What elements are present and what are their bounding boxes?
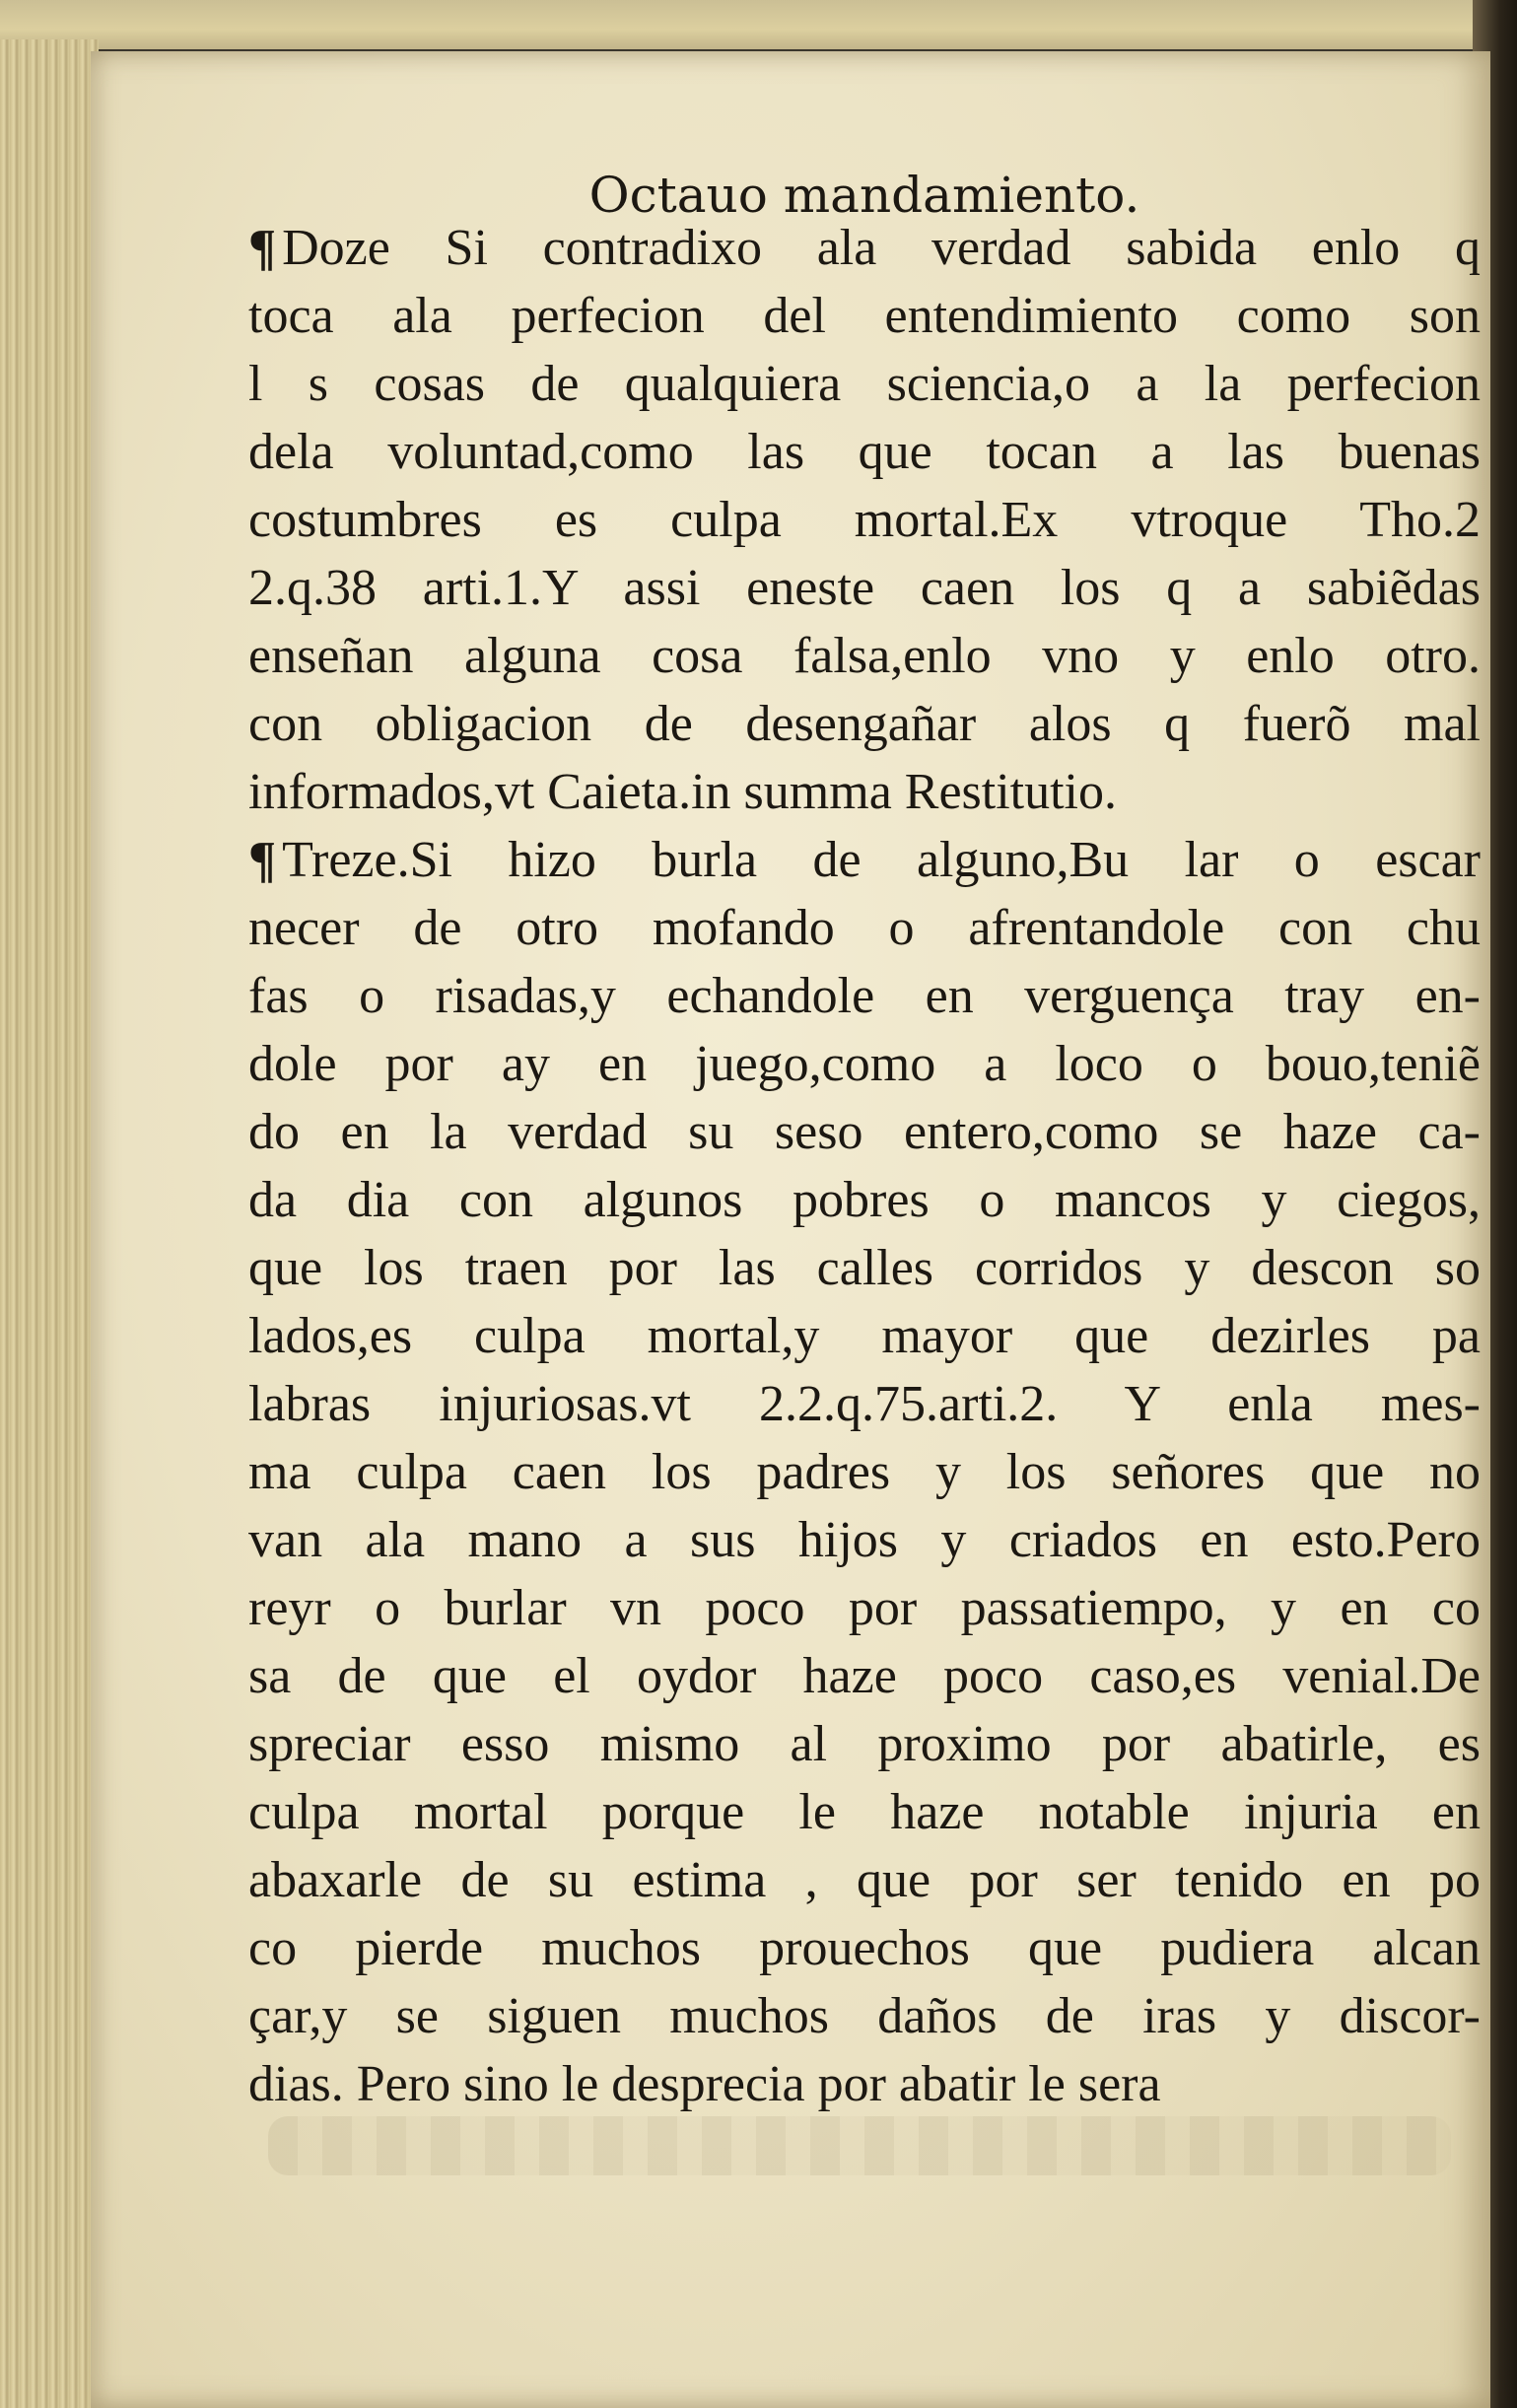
- line-text: 2.q.38 arti.1.Y assi eneste caen los q a sabiẽdas: [248, 560, 1481, 616]
- line-text: costumbres es culpa mortal.Ex vtroque Tho.2: [248, 492, 1481, 548]
- line-text: con obligacion de desengañar alos q fuerõ mal: [248, 696, 1481, 752]
- text-line: [248, 1574, 1481, 1642]
- text-line: [248, 214, 1481, 282]
- text-line: [248, 1302, 1481, 1370]
- text-line: [248, 1778, 1481, 1846]
- text-line: [248, 486, 1481, 554]
- line-text: que los traen por las calles corridos y descon so: [248, 1240, 1481, 1296]
- line-text: da dia con algunos pobres o mancos y ciegos,: [248, 1172, 1481, 1228]
- text-line: [248, 1506, 1481, 1574]
- text-line: [248, 1914, 1481, 1982]
- running-header: Octauo mandamiento.: [588, 167, 1140, 224]
- line-text: Doze Si contradixo ala verdad sabida enlo q: [282, 220, 1481, 276]
- text-line: [248, 1370, 1481, 1438]
- text-line: [248, 1166, 1481, 1234]
- line-text: lados,es culpa mortal,y mayor que dezirles pa: [248, 1308, 1481, 1364]
- text-line: [248, 1234, 1481, 1302]
- paragraph-mark: ¶: [248, 220, 277, 276]
- line-text: informados,vt Caieta.in summa Restitutio.: [248, 764, 1118, 820]
- line-text: sa de que el oydor haze poco caso,es venial.De: [248, 1648, 1481, 1704]
- line-text: do en la verdad su seso entero,como se haze ca-: [248, 1104, 1481, 1160]
- text-line: [248, 1982, 1481, 2050]
- book-top-edge: [0, 0, 1517, 49]
- show-through-text: [268, 2116, 1451, 2175]
- text-line: [248, 350, 1481, 418]
- text-line: [248, 894, 1481, 962]
- text-line: [248, 554, 1481, 622]
- text-line: [248, 826, 1481, 894]
- line-text: culpa mortal porque le haze notable injuria en: [248, 1784, 1481, 1840]
- line-text: abaxarle de su estima , que por ser tenido en po: [248, 1852, 1481, 1908]
- text-line: [248, 1710, 1481, 1778]
- text-line: [248, 1642, 1481, 1710]
- line-text: dole por ay en juego,como a loco o bouo,teniẽ: [248, 1036, 1481, 1092]
- line-text: van ala mano a sus hijos y criados en esto.Pero: [248, 1512, 1481, 1568]
- line-text: co pierde muchos prouechos que pudiera alcan: [248, 1920, 1481, 1976]
- text-line: [248, 1846, 1481, 1914]
- body-text: [248, 214, 1481, 2118]
- line-text: l s cosas de qualquiera sciencia,o a la perfecion: [248, 356, 1481, 412]
- text-line: [248, 282, 1481, 350]
- text-line: [248, 962, 1481, 1030]
- line-text: dias. Pero sino le desprecia por abatir le sera: [248, 2056, 1161, 2112]
- text-line: [248, 758, 1481, 826]
- text-line: [248, 2050, 1481, 2118]
- page-stack-edge: [0, 39, 99, 2408]
- line-text: necer de otro mofando o afrentandole con chu: [248, 900, 1481, 956]
- line-text: reyr o burlar vn poco por passatiempo, y en co: [248, 1580, 1481, 1636]
- line-text: fas o risadas,y echandole en verguença tray en-: [248, 968, 1481, 1024]
- line-text: dela voluntad,como las que tocan a las buenas: [248, 424, 1481, 480]
- text-line: [248, 1030, 1481, 1098]
- text-line: [248, 1098, 1481, 1166]
- paragraph-mark: ¶: [248, 832, 277, 888]
- text-line: [248, 622, 1481, 690]
- line-text: labras injuriosas.vt 2.2.q.75.arti.2. Y enla mes-: [248, 1376, 1481, 1432]
- text-line: [248, 690, 1481, 758]
- line-text: toca ala perfecion del entendimiento como son: [248, 288, 1481, 344]
- text-line: [248, 418, 1481, 486]
- line-text: ma culpa caen los padres y los señores que no: [248, 1444, 1481, 1500]
- page-sheet: [91, 51, 1490, 2408]
- text-line: [248, 1438, 1481, 1506]
- line-text: enseñan alguna cosa falsa,enlo vno y enlo otro.: [248, 628, 1481, 684]
- line-text: spreciar esso mismo al proximo por abatirle, es: [248, 1716, 1481, 1772]
- line-text: çar,y se siguen muchos daños de iras y discor-: [248, 1988, 1481, 2044]
- line-text: Treze.Si hizo burla de alguno,Bu lar o escar: [282, 832, 1481, 888]
